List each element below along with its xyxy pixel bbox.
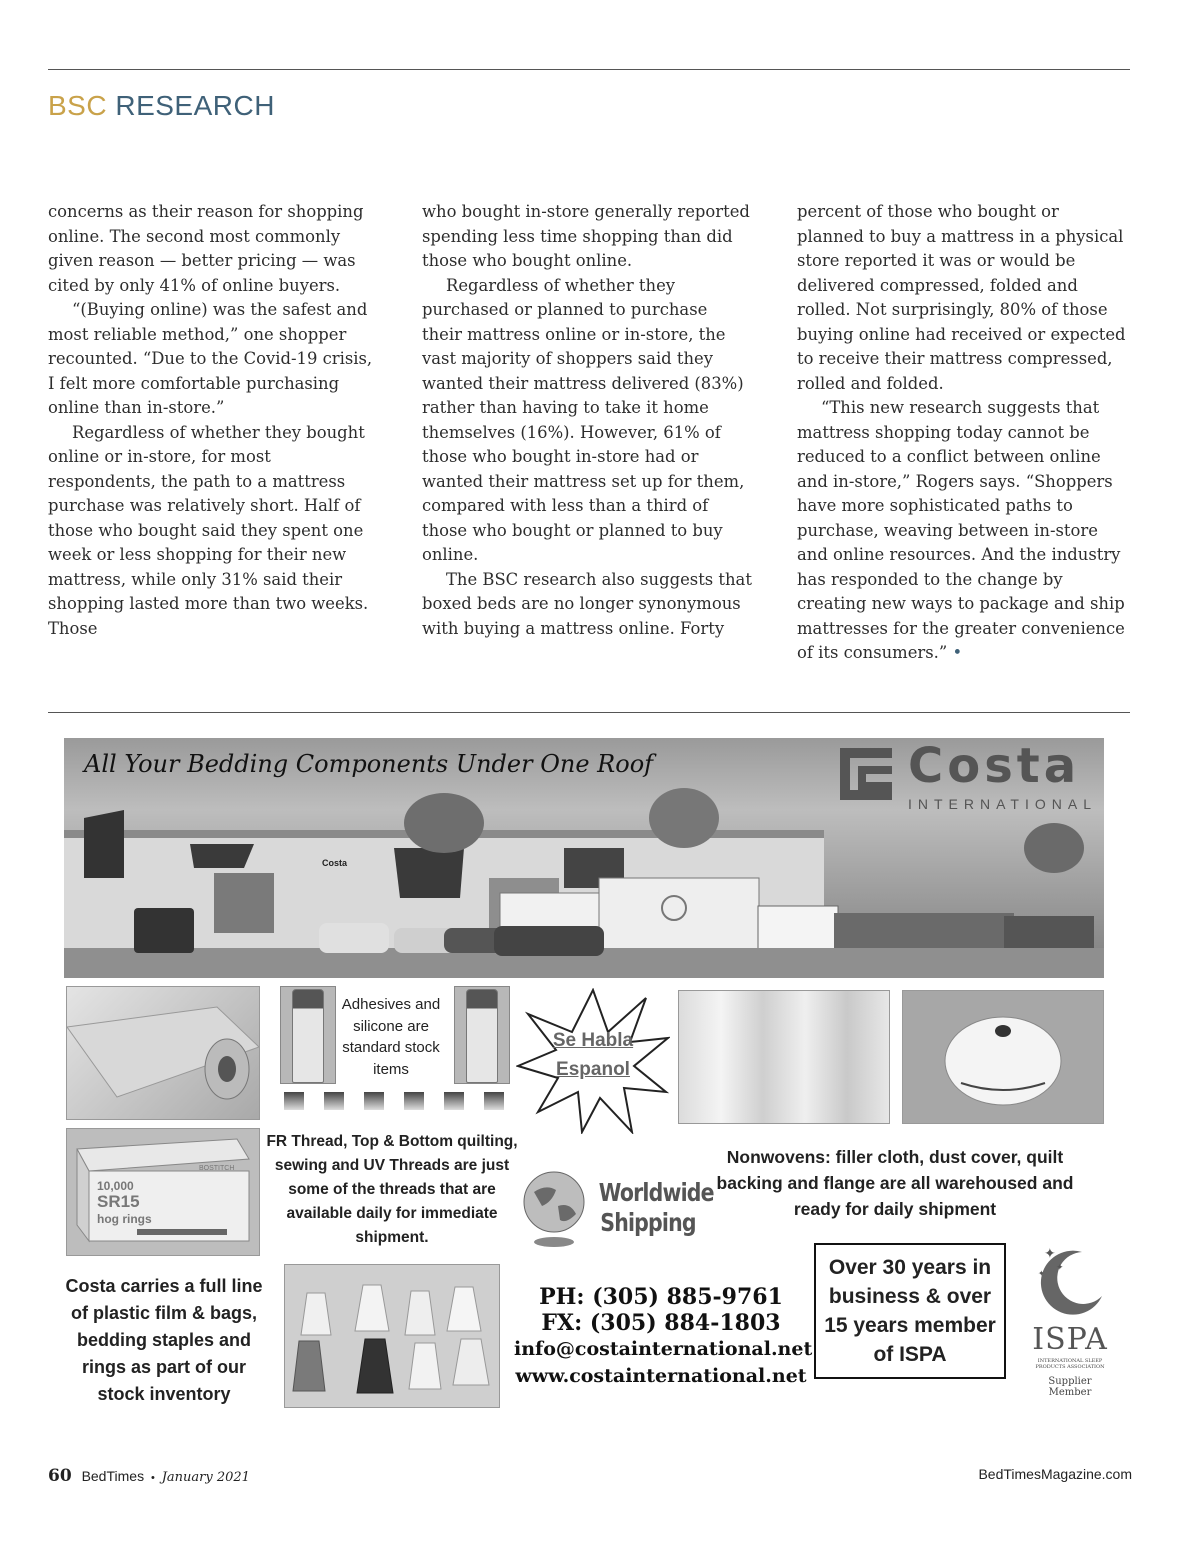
costa-logo-mark — [836, 744, 896, 804]
adhesive-can-photo-right — [454, 986, 510, 1084]
ispa-moon-icon — [1030, 1242, 1110, 1322]
phone-number: PH: (305) 885-9761 — [539, 1284, 783, 1310]
gradient-square — [404, 1092, 424, 1110]
years-in-business-box — [814, 1243, 1006, 1379]
box-label-count: 10,000 — [97, 1179, 134, 1193]
issue-date: January 2021 — [161, 1470, 250, 1485]
se-habla-line-2: Espanol — [556, 1059, 630, 1080]
hog-rings-box-illustration — [67, 1129, 259, 1255]
top-rule — [48, 69, 1130, 70]
nonwoven-rolls-photo — [678, 990, 890, 1124]
hog-rings-box-photo — [66, 1128, 260, 1256]
page-footer-left — [48, 1466, 250, 1486]
gradient-square — [484, 1092, 504, 1110]
section-heading — [48, 90, 275, 122]
paragraph: who bought in-store generally reported spending less time shopping than did those who bought online. — [422, 202, 750, 270]
se-habla-line-1: Se Habla — [552, 1030, 634, 1051]
article-column-1 — [48, 200, 378, 641]
paragraph: Regardless of whether they purchased or planned to purchase their mattress online or in-store, the vast majority of shoppers said they wanted their mattress delivered (83%) rather than having to take it home themselves (16%). However, 61% of those who bought in-store had or wanted their mattress set up for them, compared with less than a third of those who bought or planned to buy online. — [422, 275, 745, 564]
gradient-square — [364, 1092, 384, 1110]
ispa-logo — [1030, 1242, 1110, 1398]
ispa-member-label: Supplier Member — [1048, 1376, 1092, 1398]
magazine-name: BedTimes — [81, 1468, 145, 1484]
closing-paragraph-text: “This new research suggests that mattress shopping today cannot be reduced to a conflict between online and in-store,” Rogers says. “Shoppers have more sophisticated paths to purchase, weaving between in-store and online resources. And the industry has responded to the change by creating new ways to package and ship mattresses for the greater convenience of its consumers.” — [797, 398, 1125, 662]
threads-caption: FR Thread, Top & Bottom quilting, sewing and UV Threads are just some of the threads that are available daily for immediate shipment. — [266, 1133, 518, 1246]
years-text: Over 30 years in business & over 15 years member of ISPA — [824, 1256, 996, 1366]
globe-icon — [522, 1166, 586, 1250]
ispa-wordmark: ISPA — [1032, 1322, 1108, 1357]
ad-tagline: All Your Bedding Components Under One Roof — [84, 750, 654, 778]
paragraph — [797, 396, 1127, 666]
paragraph: “(Buying online) was the safest and most reliable method,” one shopper recounted. “Due to the Covid-19 crisis, I felt more comfortable purchasing online than in-store.” — [48, 300, 373, 417]
nonwoven-spool-photo — [902, 990, 1104, 1124]
paragraph: percent of those who bought or planned to buy a mattress in a physical store reported it was or would be delivered compressed, folded and rolled. Not surprisingly, 80% of those buying online had received or expected to receive their mattress compressed, rolled and folded. — [797, 202, 1126, 393]
page-number: 60 — [48, 1466, 72, 1486]
brand-subtitle: INTERNATIONAL — [908, 796, 1097, 812]
paragraph: concerns as their reason for shopping online. The second most commonly given reason — better pricing — was cited by only 41% of online buyers. — [48, 202, 364, 295]
section-prefix: BSC — [48, 90, 108, 121]
brand-name: Costa — [908, 738, 1081, 794]
svg-text:✦: ✦ — [1038, 1269, 1045, 1278]
website-address: www.costainternational.net — [515, 1365, 807, 1387]
thread-cones-photo — [284, 1264, 500, 1408]
costa-advertisement — [64, 738, 1108, 1418]
paragraph: Regardless of whether they bought online or in-store, for most respondents, the path to a mattress purchase was relatively short. Half of those who bought said they spent one week or less shopping for their new mattress, while only 31% said their shopping lasted more than two weeks. Those — [48, 422, 369, 638]
thread-cones-illustration — [285, 1265, 499, 1407]
ad-divider-rule — [48, 712, 1130, 713]
plastic-caption: Costa carries a full line of plastic film & bags, bedding staples and rings as part of our stock inventory — [65, 1276, 263, 1404]
article-column-3 — [797, 200, 1127, 666]
worldwide-line-2: Shipping — [600, 1208, 696, 1237]
nonwovens-caption: Nonwovens: filler cloth, dust cover, quilt backing and flange are all warehoused and ready for daily shipment — [716, 1147, 1074, 1219]
plastic-roll-illustration — [67, 987, 259, 1119]
end-mark: • — [952, 643, 963, 662]
adhesive-can-photo-left — [280, 986, 336, 1084]
warehouse-photo — [64, 738, 1104, 978]
email-address: info@costainternational.net — [514, 1338, 813, 1360]
ispa-full-name: INTERNATIONAL SLEEP PRODUCTS ASSOCIATION — [1035, 1358, 1105, 1370]
article-column-2 — [422, 200, 752, 641]
section-name: RESEARCH — [115, 90, 275, 121]
paragraph: The BSC research also suggests that boxed beds are no longer synonymous with buying a mattress online. Forty — [422, 569, 752, 638]
box-brand: BOSTITCH — [199, 1165, 235, 1172]
costa-logo — [836, 738, 1097, 812]
gradient-square — [324, 1092, 344, 1110]
fax-number: FX: (305) 884-1803 — [541, 1310, 781, 1336]
spray-can — [292, 989, 324, 1083]
contact-info — [514, 1284, 813, 1390]
adhesives-caption: Adhesives and silicone are standard stock items — [341, 996, 441, 1078]
spool-illustration — [903, 991, 1103, 1123]
box-label-model: SR15 — [97, 1192, 140, 1211]
svg-text:✦: ✦ — [1044, 1245, 1056, 1261]
gradient-square — [444, 1092, 464, 1110]
building-sign: Costa — [322, 858, 348, 868]
box-label-product: hog rings — [97, 1212, 152, 1226]
gradient-square — [284, 1092, 304, 1110]
spray-can — [466, 989, 498, 1083]
footer-separator: • — [150, 1472, 155, 1484]
plastic-roll-photo — [66, 986, 260, 1120]
magazine-website[interactable]: BedTimesMagazine.com — [978, 1466, 1132, 1482]
svg-text:✦: ✦ — [1056, 1262, 1064, 1272]
worldwide-line-1: Worldwide — [598, 1178, 714, 1207]
